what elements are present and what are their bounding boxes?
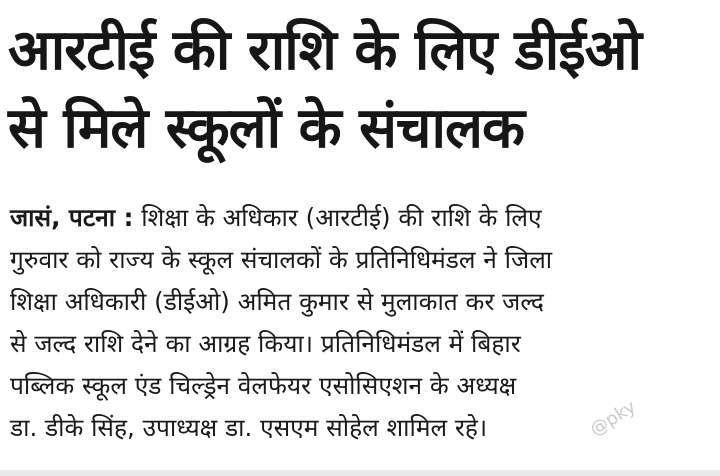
body-line-3: शिक्षा अधिकारी (डीईओ) अमित कुमार से मुलाकात कर जल्द — [10, 287, 544, 316]
page-edge — [0, 470, 720, 476]
body-line-6: डा. डीके सिंह, उपाध्यक्ष डा. एसएम सोहेल शामिल रहे। — [10, 413, 488, 442]
dateline: जासं, पटना : — [10, 203, 134, 232]
headline-line-2: से मिले स्कूलों के संचालक — [8, 96, 524, 161]
body-line-5: पब्लिक स्कूल एंड चिल्ड्रेन वेलफेयर एसोसिएशन के अध्यक्ष — [10, 371, 517, 400]
article-headline — [8, 12, 714, 168]
article-body — [10, 197, 710, 449]
watermark: @pky — [586, 396, 640, 441]
body-line-4: से जल्द राशि देने का आग्रह किया। प्रतिनिधिमंडल में बिहार — [10, 329, 521, 358]
body-line-2: गुरुवार को राज्य के स्कूल संचालकों के प्रतिनिधिमंडल ने जिला — [10, 245, 553, 274]
body-line-1 — [10, 197, 710, 239]
body-line-1-text: शिक्षा के अधिकार (आरटीई) की राशि के लिए — [141, 203, 542, 232]
headline-line-1: आरटीई की राशि के लिए डीईओ — [8, 18, 642, 83]
